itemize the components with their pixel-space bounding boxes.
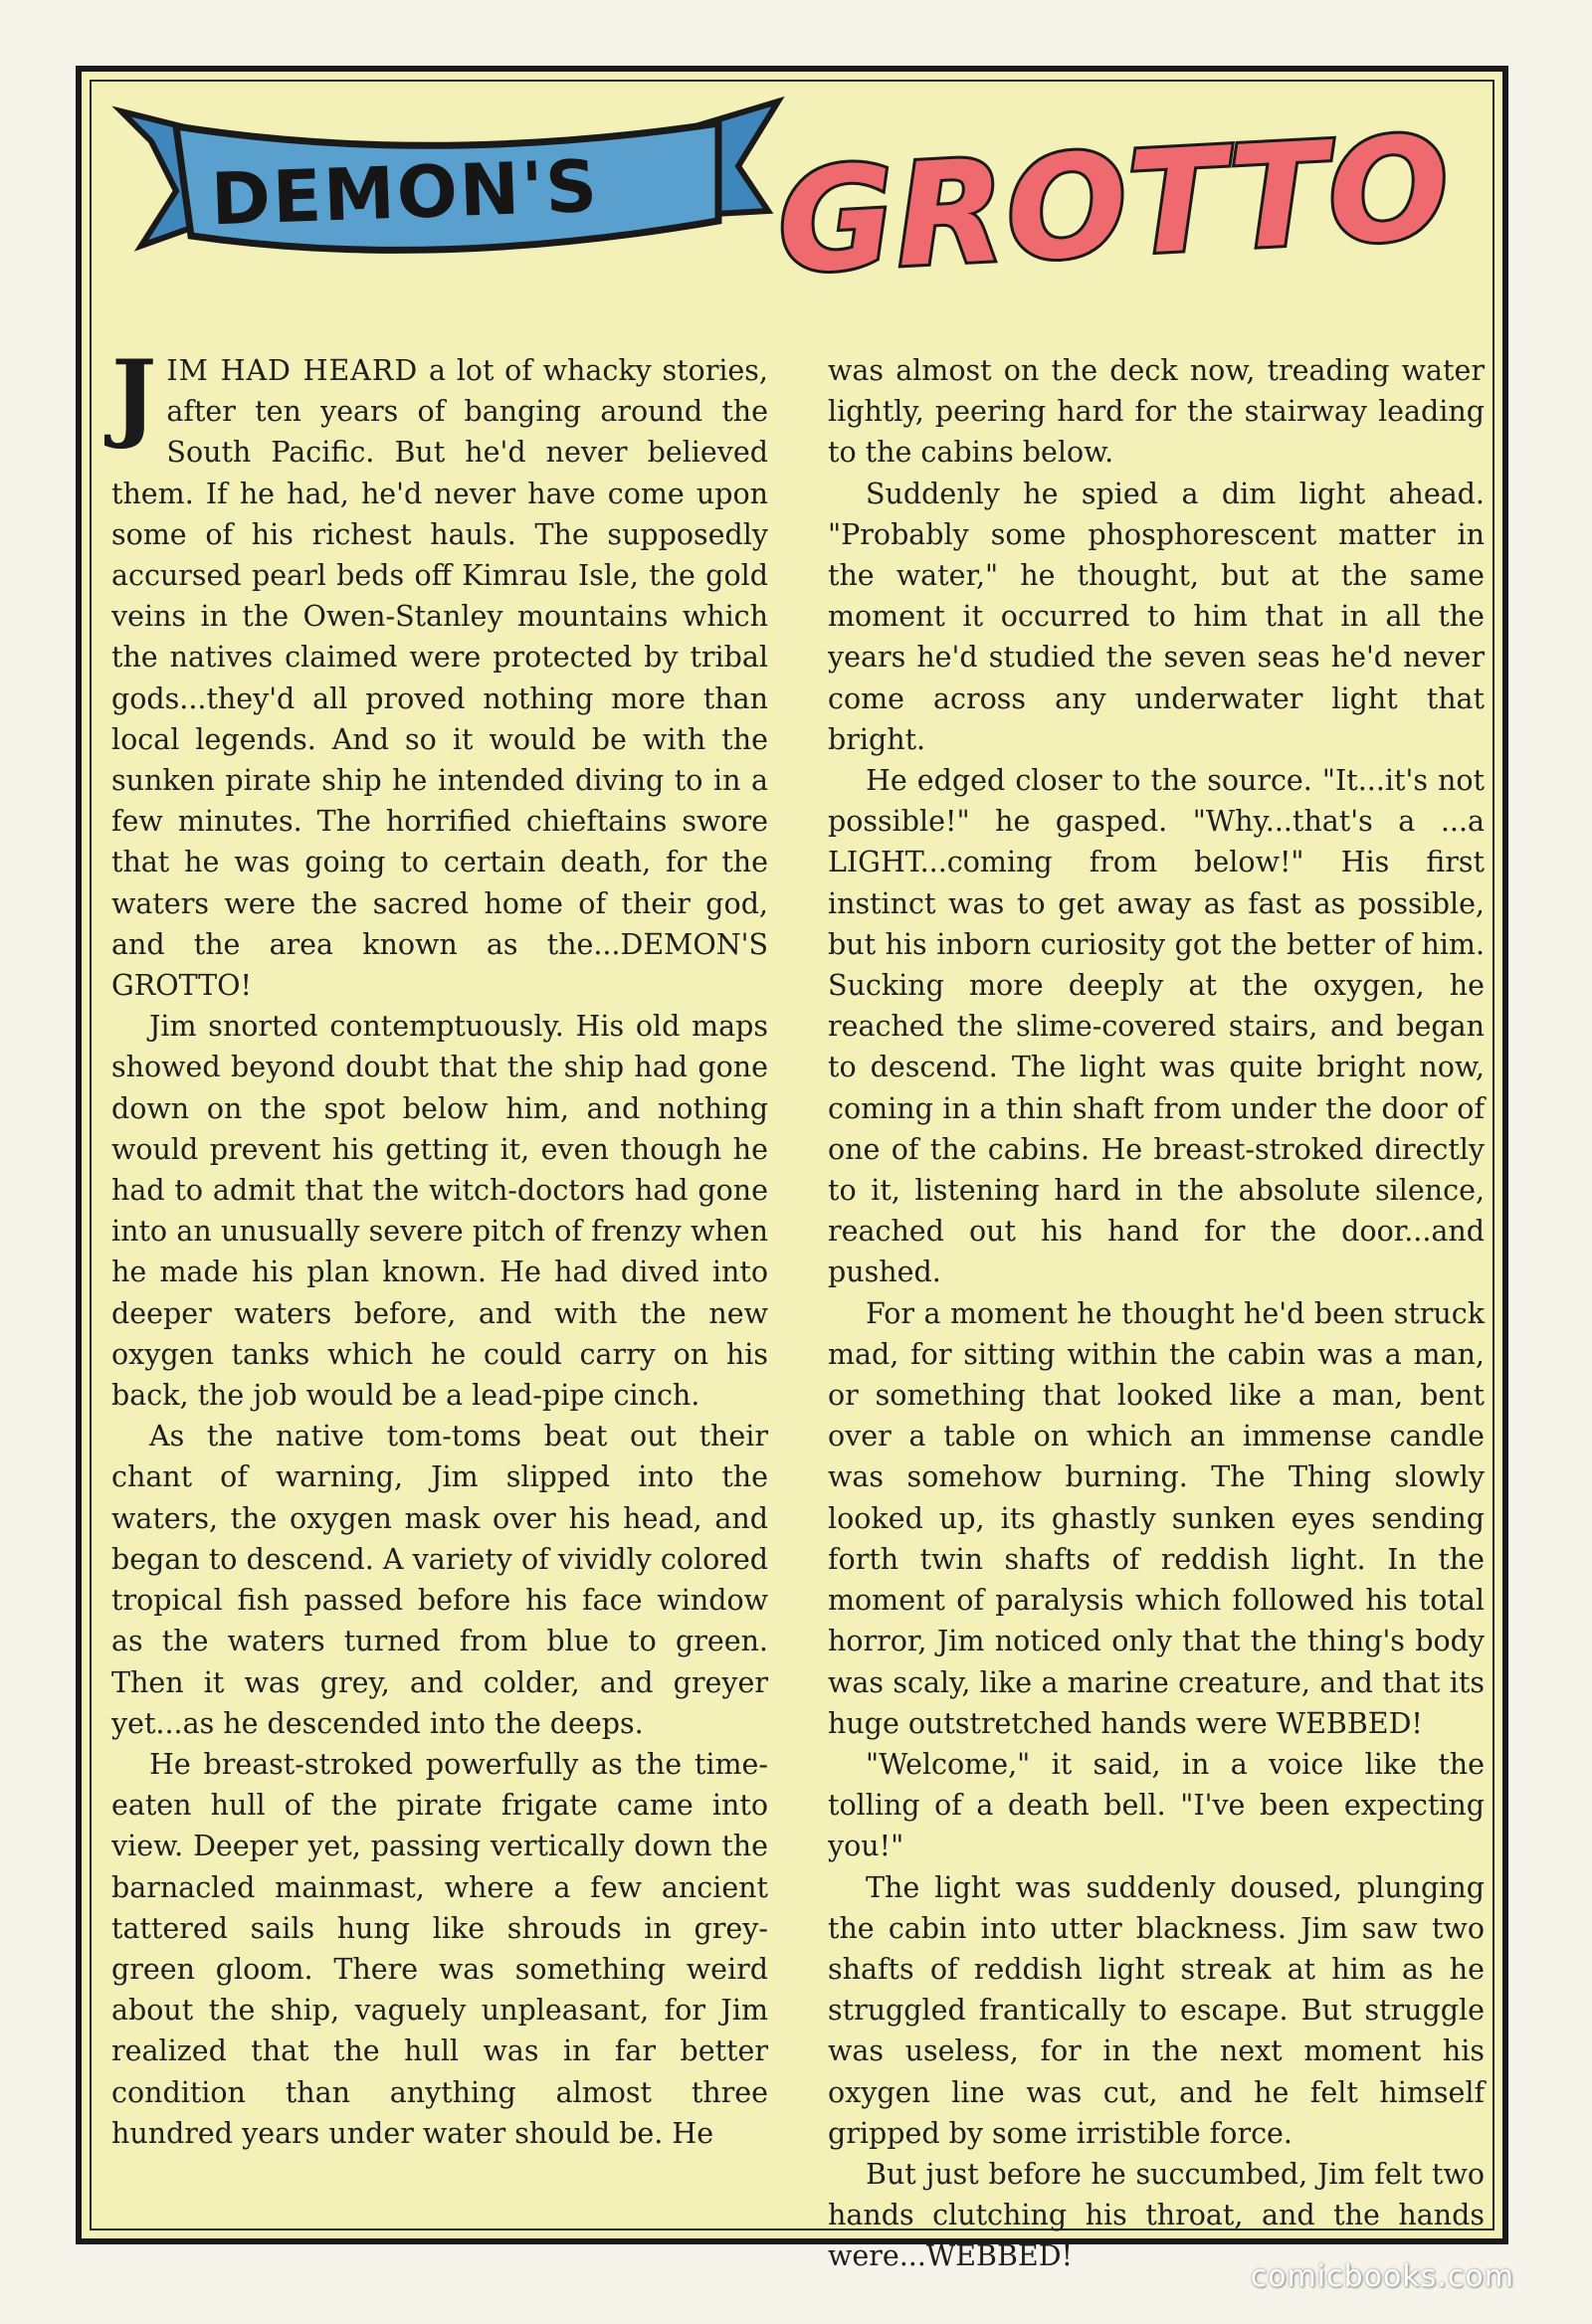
title-art (82, 72, 1502, 320)
paragraph: The light was suddenly doused, plunging the cabin into utter blackness. Jim saw two shafts of reddish light streak at him as he struggled frantically to escape. But struggle was useless, for in the next moment his oxygen line was cut, and he felt himself gripped by some irristible force. (828, 1870, 1485, 2150)
paragraph: Suddenly he spied a dim light ahead. "Probably some phosphorescent matter in the water," he thought, but at the same moment it occurred to him that in all the years he'd studied the seven seas he'd never come across any underwater light that bright. (828, 477, 1485, 756)
paragraph (111, 339, 768, 1006)
paragraph: He breast-stroked powerfully as the time-eaten hull of the pirate frigate came into view. Deeper yet, passing vertically down the barnacled mainmast, where a few ancient tattered sails hung like shrouds in grey-green gloom. There was something weird about the ship, vaguely unpleasant, for Jim realized that the hull was in far better condition than anything almost three hundred years under water should be. He (111, 1747, 768, 2150)
drop-cap: J (111, 339, 157, 452)
lead-in: IM HAD HEARD (166, 354, 419, 387)
paragraph: For a moment he thought he'd been struck mad, for sitting within the cabin was a man, or something that looked like a man, bent over a table on which an immense candle was somehow burning. The Thing slowly looked up, its ghastly sunken eyes sending forth twin shafts of reddish light. In the moment of paralysis which followed his total horror, Jim noticed only that the thing's body was scaly, like a marine creature, and that its huge outstretched hands were WEBBED! (828, 1296, 1485, 1740)
paragraph: Jim snorted contemptuously. His old maps showed beyond doubt that the ship had gone down on the spot below him, and nothing would prevent his getting it, even though he had to admit that the witch-doctors had gone into an unusually severe pitch of frenzy when he made his plan known. He had dived into deeper waters before, and with the new oxygen tanks which he could carry on his back, the job would be a lead-pipe cinch. (111, 1010, 768, 1413)
title-banner-text: DEMON'S (209, 143, 601, 242)
column-left (111, 339, 768, 2221)
story-columns (111, 339, 1485, 2273)
watermark: comicbooks.com (1250, 2259, 1514, 2294)
paragraph: "Welcome," it said, in a voice like the tolling of a death bell. "I've been expecting you!" (828, 1747, 1485, 1863)
paragraph: He edged closer to the source. "It...it's not possible!" he gasped. "Why...that's a ...a LIGHT...coming from below!" His first instinct was to get away as fast as possible, but his inborn curiosity got the better of him. Sucking more deeply at the oxygen, he reached the slime-covered stairs, and began to descend. The light was quite bright now, coming in a thin shaft from under the door of one of the cabins. He breast-stroked directly to it, listening hard in the absolute silence, reached out his hand for the door...and pushed. (828, 764, 1485, 1289)
column-right (828, 350, 1485, 2273)
title-main-text: GROTTO (773, 105, 1455, 305)
paragraph: was almost on the deck now, treading water lightly, peering hard for the stairway leading to the cabins below. (828, 354, 1485, 470)
title-logo (82, 72, 1502, 320)
story-page (76, 66, 1508, 2273)
paragraph: But just before he succumbed, Jim felt two hands clutching his throat, and the hands were...WEBBED! (828, 2157, 1485, 2273)
paragraph: As the native tom-toms beat out their chant of warning, Jim slipped into the waters, the oxygen mask over his head, and began to descend. A variety of vividly colored tropical fish passed before his face window as the waters turned from blue to green. Then it was grey, and colder, and greyer yet...as he descended into the deeps. (111, 1420, 768, 1740)
paragraph-text: a lot of whacky stories, after ten years of banging around the South Pacific. But he'd never believed them. If he had, he'd never have come upon some of his richest hauls. The supposedly accursed pearl beds off Kimrau Isle, the gold veins in the Owen-Stanley mountains which the natives claimed were protected by tribal gods...they'd all proved nothing more than local legends. And so it would be with the sunken pirate ship he intended diving to in a few minutes. The horrified chieftains swore that he was going to certain death, for the waters were the sacred home of their god, and the area known as the...DEMON'S GROTTO! (111, 354, 768, 1003)
